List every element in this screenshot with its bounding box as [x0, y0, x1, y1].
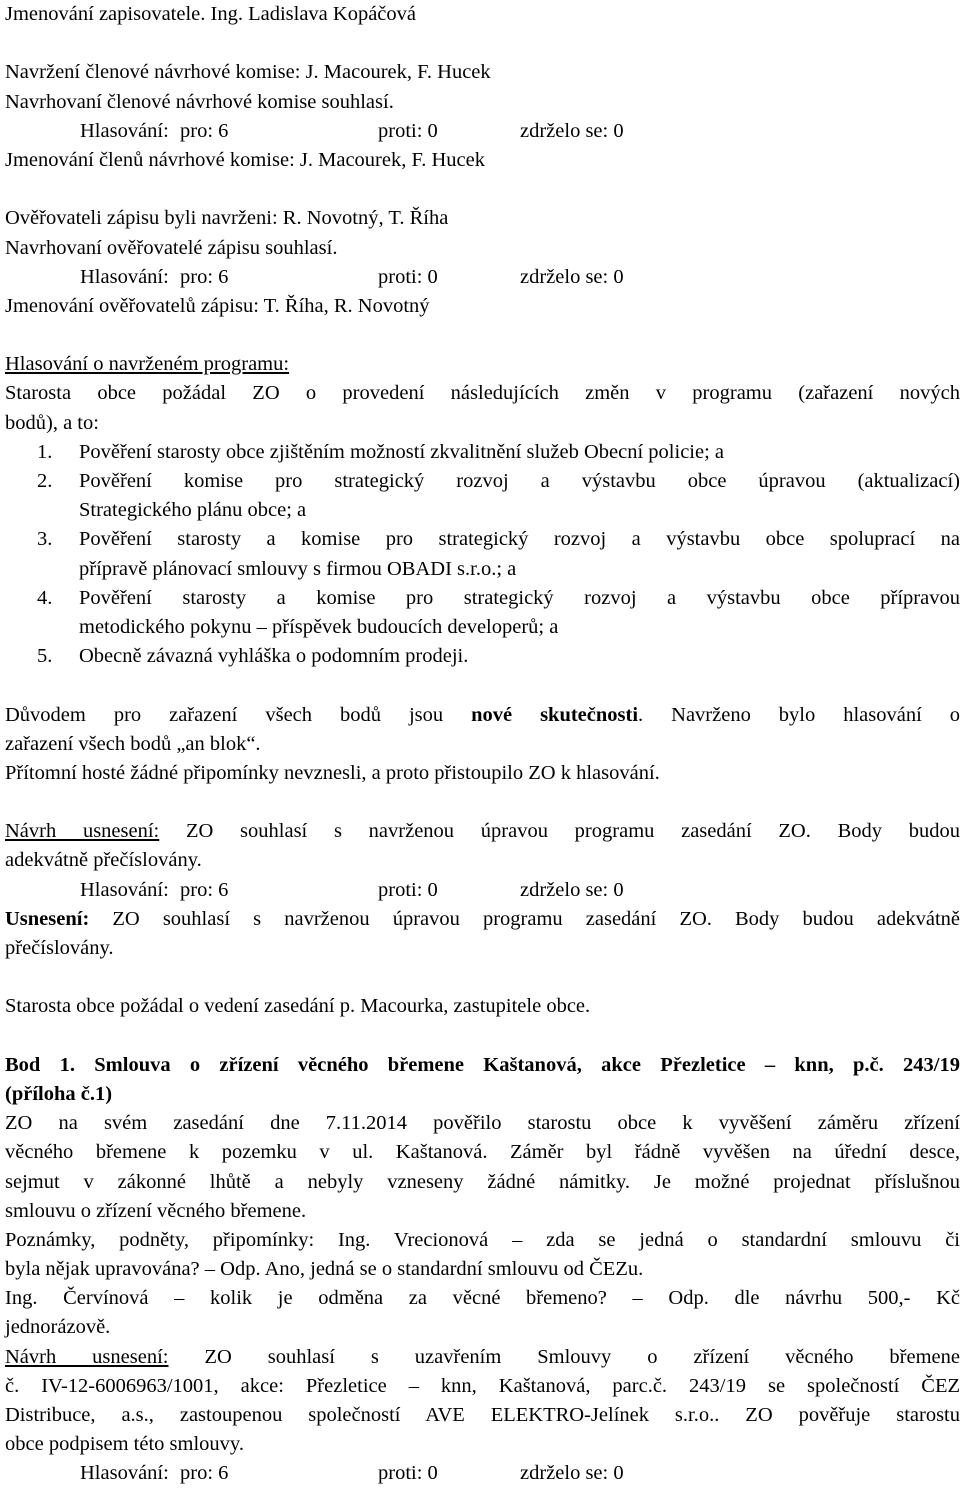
vote-pro: pro: 6: [180, 1462, 229, 1485]
program-intro-line1: Starosta obce požádal ZO o provedení následujících změn v programu (zařazení nových: [5, 382, 960, 405]
item-text-cont: metodického pokynu – příspěvek budoucích developerů; a: [79, 615, 559, 638]
vote-pro: pro: 6: [180, 119, 229, 142]
vote-pro: pro: 6: [180, 878, 229, 901]
vote-result-3: [5, 876, 960, 905]
item-text: Pověření starosty a komise pro strategický rozvoj a výstavbu obce spoluprací na: [79, 528, 960, 551]
bod1-p1-line4: smlouvu o zřízení věcného břemene.: [5, 1199, 307, 1222]
vote-against: proti: 0: [378, 119, 438, 142]
vote-label: Hlasování:: [80, 878, 169, 901]
proposal-label: Návrh usnesení:: [5, 820, 160, 843]
bod1-proposal-line1: [5, 1343, 960, 1372]
vote-abstain: zdrželo se: 0: [520, 1462, 624, 1485]
item-number: 2.: [37, 470, 53, 492]
vote-against: proti: 0: [378, 878, 438, 901]
reason-line1: [5, 701, 960, 730]
item-number: 5.: [37, 645, 53, 668]
program-item-3: [5, 525, 960, 583]
vote-label: Hlasování:: [80, 1462, 169, 1485]
resolution-label: Usnesení:: [5, 907, 90, 930]
item-text: Pověření starosty a komise pro strategický rozvoj a výstavbu obce přípravou: [79, 586, 960, 609]
vote-abstain: zdrželo se: 0: [520, 265, 624, 288]
item-number: 3.: [37, 528, 53, 551]
item-number: 1.: [37, 440, 53, 463]
committee-proposal: Navržení členové návrhové komise: J. Macourek, F. Hucek: [5, 61, 491, 84]
item-text: Pověření komise pro strategický rozvoj a výstavbu obce úpravou (aktualizací): [79, 470, 960, 492]
vote-result-2: [5, 263, 960, 292]
bod1-p1-line1: ZO na svém zasedání dne 7.11.2014 pověřilo starostu obce k vyvěšení záměru zřízení: [5, 1112, 960, 1135]
item-text-cont: Strategického plánu obce; a: [79, 499, 307, 522]
committee-appointment: Jmenování členů návrhové komise: J. Macourek, F. Hucek: [5, 148, 485, 171]
item-text-cont: přípravě plánovací smlouvy s firmou OBADI s.r.o.; a: [79, 557, 517, 580]
bod1-proposal-line3: Distribuce, a.s., zastoupenou společností AVE ELEKTRO-Jelínek s.r.o.. ZO pověřuje starostu: [5, 1404, 960, 1426]
reason-text-end: . Navrženo bylo hlasování o: [638, 703, 960, 726]
program-intro-line2: bodů), a to:: [5, 411, 99, 434]
resolution-text: ZO souhlasí s navrženou úpravou programu zasedání ZO. Body budou adekvátně: [89, 907, 960, 930]
program-item-2: [5, 467, 960, 525]
bod1-p1-line3: sejmut v zákonné lhůtě a nebyly vzneseny žádné námitky. Je možné projednat příslušnou: [5, 1170, 960, 1193]
vote-against: proti: 0: [378, 265, 438, 288]
reason-text: Důvodem pro zařazení všech bodů jsou: [5, 703, 444, 726]
bod1-title-line1: Bod 1. Smlouva o zřízení věcného břemene Kaštanová, akce Přezletice – knn, p.č. 243/19: [5, 1053, 960, 1076]
program-resolution-line2: přečíslovány.: [5, 937, 114, 959]
bod1-question-line2: jednorázově.: [5, 1316, 111, 1339]
program-heading: Hlasování o navrženém programu:: [5, 353, 290, 376]
proposal-label: Návrh usnesení:: [5, 1345, 169, 1368]
bod1-proposal-line2: č. IV-12-6006963/1001, akce: Přezletice – knn, Kaštanová, parc.č. 243/19 se společností ČEZ: [5, 1374, 960, 1397]
item-text: Pověření starosty obce zjištěním možností zkvalitnění služeb Obecní policie; a: [79, 440, 725, 463]
program-proposal-line2: adekvátně přečíslovány.: [5, 849, 202, 872]
verifiers-appointment: Jmenování ověřovatelů zápisu: T. Říha, R. Novotný: [5, 294, 430, 317]
program-item-4: [5, 584, 960, 642]
verifiers-proposal: Ověřovateli zápisu byli navrženi: R. Novotný, T. Říha: [5, 207, 449, 230]
item-number: 4.: [37, 586, 53, 609]
reason-bold: nové skutečnosti: [471, 703, 639, 726]
program-item-1: [5, 438, 960, 467]
program-resolution-line1: [5, 905, 960, 934]
bod1-question-line1: Ing. Červínová – kolik je odměna za věcné břemeno? – Odp. dle návrhu 500,- Kč: [5, 1287, 960, 1310]
vote-label: Hlasování:: [80, 265, 169, 288]
clerk-appointment: Jmenování zapisovatele. Ing. Ladislava Kopáčová: [5, 3, 416, 25]
bod1-title-line2: (příloha č.1): [5, 1082, 113, 1105]
verifiers-consent: Navrhovaní ověřovatelé zápisu souhlasí.: [5, 236, 338, 259]
item-text: Obecně závazná vyhláška o podomním prodeji.: [79, 645, 469, 668]
bod1-notes-line1: Poznámky, podněty, připomínky: Ing. Vrecionová – zda se jedná o standardní smlouvu či: [5, 1228, 960, 1251]
vote-pro: pro: 6: [180, 265, 229, 288]
program-item-5: [5, 642, 960, 671]
committee-consent: Navrhovaní členové návrhové komise souhlasí.: [5, 90, 394, 113]
bod1-notes-line2: byla nějak upravována? – Odp. Ano, jedná se o standardní smlouvu od ČEZu.: [5, 1258, 644, 1281]
vote-label: Hlasování:: [80, 119, 169, 142]
vote-result-1: [5, 117, 960, 146]
vote-abstain: zdrželo se: 0: [520, 119, 624, 142]
vote-result-4: [5, 1459, 960, 1488]
vote-abstain: zdrželo se: 0: [520, 878, 624, 901]
vote-against: proti: 0: [378, 1462, 438, 1485]
proposal-text: ZO souhlasí s navrženou úpravou programu zasedání ZO. Body budou: [159, 820, 960, 843]
reason-line2: zařazení všech bodů „an blok“.: [5, 732, 261, 755]
guests-remark: Přítomní hosté žádné připomínky nevznesli, a proto přistoupilo ZO k hlasování.: [5, 761, 660, 784]
bod1-p1-line2: věcného břemene k pozemku v ul. Kaštanová. Záměr byl řádně vyvěšen na úřední desce,: [5, 1141, 960, 1164]
proposal-text: ZO souhlasí s uzavřením Smlouvy o zřízení věcného břemene: [168, 1345, 960, 1368]
bod1-proposal-line4: obce podpisem této smlouvy.: [5, 1433, 244, 1456]
program-proposal-line1: [5, 817, 960, 846]
chair-handover: Starosta obce požádal o vedení zasedání p. Macourka, zastupitele obce.: [5, 995, 591, 1018]
